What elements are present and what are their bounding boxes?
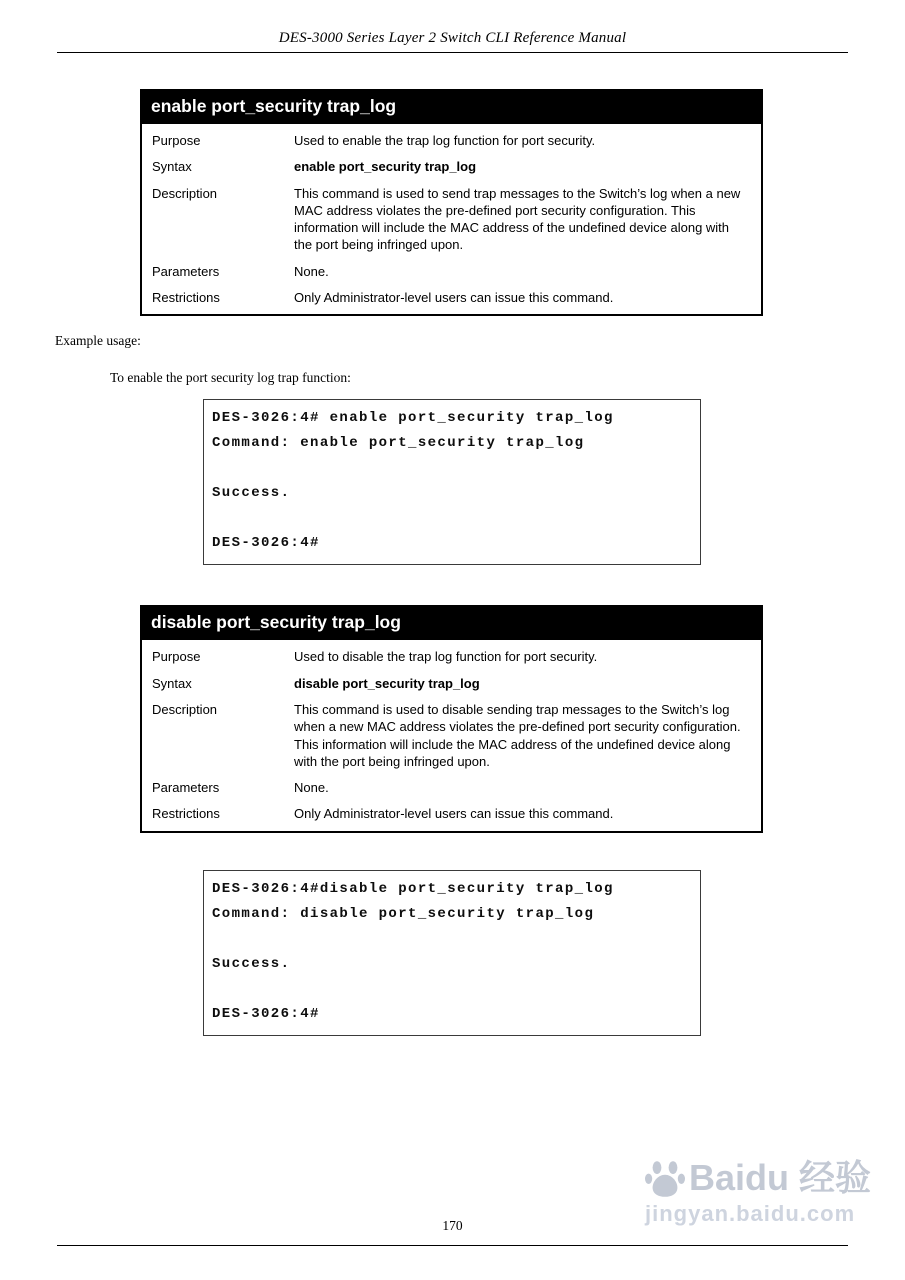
watermark-brand-row: [645, 1158, 871, 1198]
row-label: Syntax: [152, 675, 192, 691]
cli-output-enable: [203, 399, 701, 565]
row-label: Syntax: [152, 159, 192, 175]
baidu-watermark: [645, 1158, 871, 1227]
row-label: Purpose: [152, 133, 201, 148]
command-table-disable: [140, 605, 763, 832]
row-value: Only Administrator-level users can issue this command.: [294, 290, 614, 306]
cli-line: [212, 456, 690, 481]
row-value: Used to disable the trap log function for port security.: [294, 649, 598, 665]
example-instruction: To enable the port security log trap function:: [110, 370, 351, 386]
table-row: [142, 800, 761, 830]
table-row: [142, 180, 761, 258]
command-title: enable port_security trap_log: [142, 91, 761, 124]
row-label: Restrictions: [152, 806, 220, 822]
table-row: [142, 670, 761, 696]
row-value: enable port_security trap_log: [294, 159, 477, 175]
cli-line: DES-3026:4#: [212, 535, 320, 552]
baidu-paw-icon: [645, 1158, 685, 1198]
table-row: [142, 124, 761, 153]
row-value: disable port_security trap_log: [294, 675, 480, 691]
row-label: Restrictions: [152, 290, 220, 306]
table-row: [142, 774, 761, 800]
header-title: DES-3000 Series Layer 2 Switch CLI Reference Manual: [278, 30, 627, 46]
cli-line: DES-3026:4# enable port_security trap_log: [212, 410, 614, 427]
table-row: [142, 153, 761, 179]
table-row: [142, 284, 761, 314]
row-value: Only Administrator-level users can issue this command.: [294, 806, 614, 822]
cli-line: DES-3026:4#: [212, 1005, 320, 1022]
page-header: [57, 0, 848, 53]
row-label: Description: [152, 185, 218, 201]
footer-rule: [57, 1245, 848, 1246]
watermark-url: jingyan.baidu.com: [645, 1201, 856, 1226]
cli-line: [212, 506, 690, 531]
row-value: This command is used to disable sending trap messages to the Switch’s log when a new MAC address violates the pre-defined port security configuration. This information will include the MAC address of the undefined device along with the port being infringed upon.: [294, 701, 741, 769]
row-label: Parameters: [152, 263, 220, 279]
table-row: [142, 258, 761, 284]
cli-line: Command: enable port_security trap_log: [212, 435, 585, 452]
row-value: This command is used to send trap messages to the Switch’s log when a new MAC address violates the pre-defined port security configuration. This information will include the MAC address of the undefined device along with the port being infringed upon.: [294, 185, 741, 253]
row-value: None.: [294, 780, 329, 796]
command-table-enable: [140, 89, 763, 316]
cli-line: [212, 977, 690, 1002]
table-row: [142, 640, 761, 669]
cli-output-disable: [203, 870, 701, 1036]
cli-line: DES-3026:4#disable port_security trap_log: [212, 880, 614, 897]
page-number: 170: [442, 1218, 463, 1233]
command-title: disable port_security trap_log: [142, 607, 761, 640]
watermark-brand-suffix: 经验: [799, 1157, 872, 1198]
cli-line: Command: disable port_security trap_log: [212, 905, 595, 922]
row-label: Description: [152, 701, 218, 717]
watermark-brand: Baidu: [689, 1157, 790, 1198]
row-label: Parameters: [152, 780, 220, 796]
cli-line: Success.: [212, 955, 291, 972]
row-label: Purpose: [152, 649, 201, 665]
row-value: Used to enable the trap log function for port security.: [294, 133, 596, 148]
row-value: None.: [294, 263, 329, 279]
cli-line: [212, 927, 690, 952]
example-usage-label: Example usage:: [55, 333, 141, 349]
table-row: [142, 696, 761, 774]
cli-line: Success.: [212, 485, 291, 502]
